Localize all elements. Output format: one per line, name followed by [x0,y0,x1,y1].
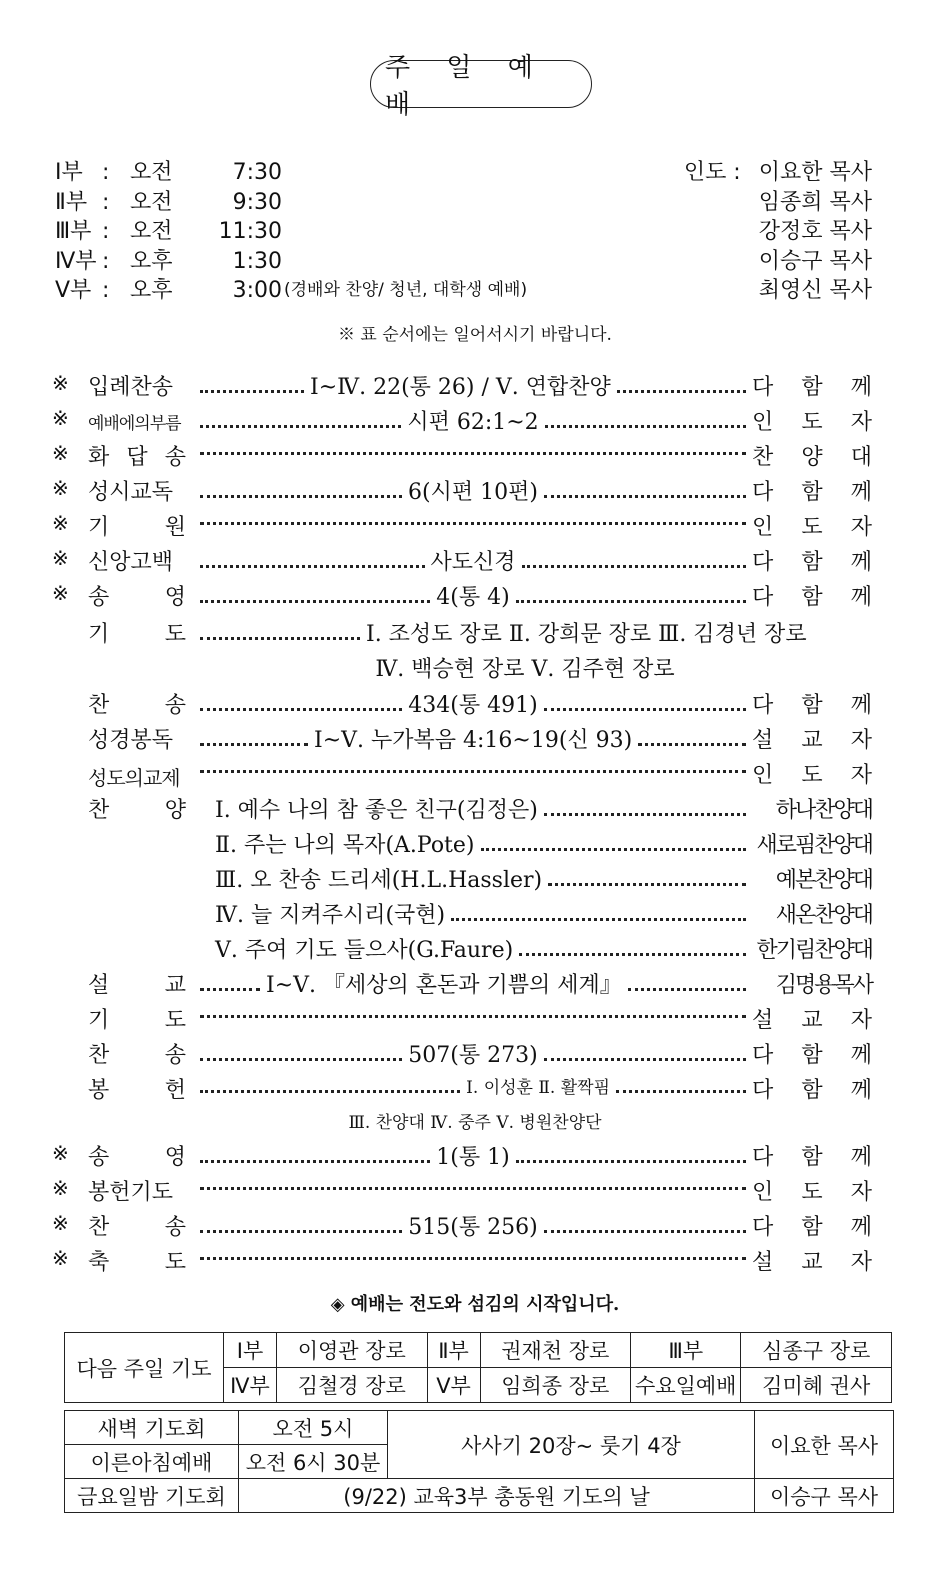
stand-mark: ※ [52,1176,69,1200]
item-detail: Ⅰ. 조성도 장로 Ⅱ. 강희문 장로 Ⅲ. 김경년 장로 [366,622,807,647]
item-who: 설 교 자 [752,728,872,753]
service-row: Ⅲ부 : 오전 11:30 [55,217,527,247]
order-item [0,1173,950,1207]
item-who: 다 함 께 [752,1043,872,1068]
item-detail: 507(통 273) [408,1043,538,1068]
offering-continuation: Ⅲ. 찬양대 Ⅳ. 중주 Ⅴ. 병원찬양단 [348,1113,602,1133]
item-detail: Ⅰ~Ⅴ. 누가복음 4:16~19(신 93) [314,728,633,753]
item-who: 다 함 께 [752,585,872,610]
table-cell: 임희종 장로 [480,1368,631,1403]
stand-mark: ※ [52,476,69,500]
meeting-name: 이른아침예배 [65,1445,239,1479]
meeting-leader: 이승구 목사 [755,1479,894,1513]
order-item [0,508,950,542]
item-detail: 1(통 1) [436,1145,510,1170]
leader-name: 이승구 목사 [758,248,872,274]
service-row: Ⅴ부 : 오후 3:00 (경배와 찬양/ 청년, 대학생 예배) [55,276,527,306]
item-who: 인 도 자 [752,515,872,540]
item-who: 인 도 자 [752,1180,872,1205]
item-who: 다 함 께 [752,1145,872,1170]
item-name: 축 도 [88,1250,186,1275]
item-who: 설 교 자 [752,1008,872,1033]
order-item [0,1001,950,1035]
page-title: 주 일 예 배 [370,60,592,108]
service-part: Ⅰ부 [55,160,83,185]
service-note: (경배와 찬양/ 청년, 대학생 예배) [284,280,528,300]
order-item [0,578,950,612]
item-name: 송 영 [88,585,186,610]
item-name: 송 영 [88,1145,186,1170]
anthem-title: Ⅲ. 오 찬송 드리세(H.L.Hassler) [215,868,543,893]
item-name: 찬 양 [88,798,186,823]
service-time: 7:30 [232,160,282,185]
anthem-title: Ⅴ. 주여 기도 들으사(G.Faure) [215,938,514,963]
service-time: 11:30 [218,219,282,244]
item-detail: 434(통 491) [408,693,538,718]
stand-mark: ※ [52,581,69,605]
table-cell: Ⅲ부 [631,1333,741,1368]
meeting-time: 오전 6시 30분 [239,1445,388,1479]
item-who: 인 도 자 [752,410,872,435]
table-cell: 이영관 장로 [277,1333,428,1368]
item-name: 화 답 송 [88,445,186,470]
item-detail: 515(통 256) [408,1215,538,1240]
order-item [0,1071,950,1105]
meeting-name: 금요일밤 기도회 [65,1479,239,1513]
item-detail: Ⅰ. 이성훈 Ⅱ. 활짝핌 [466,1078,610,1098]
service-ampm: 오전 [130,219,173,244]
meeting-time: 오전 5시 [239,1411,388,1445]
order-item [0,1243,950,1277]
item-who: 인 도 자 [752,763,872,788]
item-name: 찬 송 [88,1043,186,1068]
order-item [0,1208,950,1242]
item-name: 성도의교제 [88,766,180,790]
item-name: 봉헌기도 [88,1180,174,1205]
anthem-choir: 한기림찬양대 [756,938,872,963]
service-ampm: 오후 [130,248,173,274]
item-who: 하나찬양대 [775,798,872,823]
anthem-row [0,931,950,965]
stand-mark: ※ [52,1211,69,1235]
order-item [0,721,950,755]
service-time: 3:00 [232,278,282,303]
service-leaders [684,158,872,306]
order-item [0,473,950,507]
anthem-row [0,861,950,895]
table-cell: Ⅰ부 [224,1333,277,1368]
anthem-row [0,826,950,860]
item-detail: Ⅰ~Ⅳ. 22(통 26) / Ⅴ. 연합찬양 [310,375,611,400]
item-name: 기 도 [88,1008,186,1033]
item-who: 다 함 께 [752,480,872,505]
service-part: Ⅴ부 [55,278,92,303]
item-detail: Ⅰ~Ⅴ. 『세상의 혼돈과 기쁨의 세계』 [266,973,622,998]
item-who: 다 함 께 [752,693,872,718]
item-name: 설 교 [88,973,186,998]
item-name: 봉 헌 [88,1078,186,1103]
item-name: 입례찬송 [88,375,174,400]
table-cell: 심종구 장로 [741,1333,892,1368]
stand-mark: ※ [52,406,69,430]
service-ampm: 오전 [130,160,173,185]
meeting-detail: (9/22) 교육3부 총동원 기도의 날 [239,1479,755,1513]
item-name: 신앙고백 [88,550,174,575]
item-detail: 시편 62:1~2 [407,410,539,435]
service-times [55,158,527,306]
service-ampm: 오전 [130,189,173,215]
order-item [0,368,950,402]
meeting-leader: 이요한 목사 [755,1411,894,1479]
anthem-title: Ⅱ. 주는 나의 목자(A.Pote) [215,833,475,858]
service-part: Ⅳ부 [55,248,97,274]
anthem-choir: 예본찬양대 [775,868,872,893]
prayer-meeting-table [64,1410,894,1513]
table-cell: Ⅴ부 [427,1368,480,1403]
item-who: 찬 양 대 [752,445,872,470]
item-who: 다 함 께 [752,1215,872,1240]
table-cell: 권재천 장로 [480,1333,631,1368]
table-cell: Ⅳ부 [224,1368,277,1403]
item-detail: 사도신경 [430,550,516,575]
item-name: 성경봉독 [88,728,174,753]
item-detail: 4(통 4) [436,585,510,610]
service-part: Ⅲ부 [55,219,92,244]
anthem-choir: 새로핌찬양대 [756,833,872,858]
order-item [0,1036,950,1070]
order-item [0,791,950,825]
service-ampm: 오후 [130,278,173,303]
item-name: 찬 송 [88,693,186,718]
leader-name: 최영신 목사 [758,278,872,303]
service-part: Ⅱ부 [55,189,88,215]
motto: ◈ 예배는 전도와 섬김의 시작입니다. [330,1294,620,1315]
item-who: 다 함 께 [752,1078,872,1103]
leaders-label: 인도 : [683,160,741,185]
next-week-label: 다음 주일 기도 [65,1333,224,1403]
service-row: Ⅱ부 : 오전 9:30 [55,188,527,218]
order-item [0,756,950,790]
item-who: 다 함 께 [752,375,872,400]
item-detail: Ⅰ. 예수 나의 참 좋은 친구(김정은) [215,798,538,823]
stand-mark: ※ [52,371,69,395]
service-row: Ⅳ부 : 오후 1:30 [55,247,527,277]
leader-name: 임종희 목사 [758,189,872,215]
stand-mark: ※ [52,546,69,570]
anthem-title: Ⅳ. 늘 지켜주시리(국현) [215,903,446,928]
item-who: 다 함 께 [752,550,872,575]
item-name: 예배에의부름 [88,414,181,434]
leader-name: 이요한 목사 [758,160,872,185]
item-name: 기 원 [88,515,186,540]
service-time: 9:30 [232,189,282,215]
table-cell: 김철경 장로 [277,1368,428,1403]
table-cell: 김미혜 권사 [741,1368,892,1403]
item-detail: 6(시편 10편) [408,480,538,505]
order-item [0,1138,950,1172]
next-week-prayer-table [64,1332,892,1403]
meeting-name: 새벽 기도회 [65,1411,239,1445]
stand-note: ※ 표 순서에는 일어서시기 바랍니다. [338,325,612,345]
stand-mark: ※ [52,1246,69,1270]
item-who: 설 교 자 [752,1250,872,1275]
leader-name: 강정호 목사 [758,219,872,244]
service-time: 1:30 [232,248,282,274]
order-item [0,438,950,472]
item-name: 찬 송 [88,1215,186,1240]
item-who: 김명용목사 [775,973,872,998]
stand-mark: ※ [52,441,69,465]
item-name: 기 도 [88,622,186,647]
table-cell: Ⅱ부 [427,1333,480,1368]
meeting-passage: 사사기 20장~ 룻기 4장 [388,1411,755,1479]
stand-mark: ※ [52,511,69,535]
order-item [0,966,950,1000]
table-cell: 수요일예배 [631,1368,741,1403]
order-item [0,686,950,720]
anthem-row [0,896,950,930]
service-row: Ⅰ부 : 오전 7:30 [55,158,527,188]
prayer-continuation: Ⅳ. 백승현 장로 Ⅴ. 김주현 장로 [375,657,675,682]
item-name: 성시교독 [88,480,174,505]
anthem-choir: 새온찬양대 [775,903,872,928]
stand-mark: ※ [52,1141,69,1165]
order-item [0,403,950,437]
order-item [0,543,950,577]
order-item [0,615,950,649]
